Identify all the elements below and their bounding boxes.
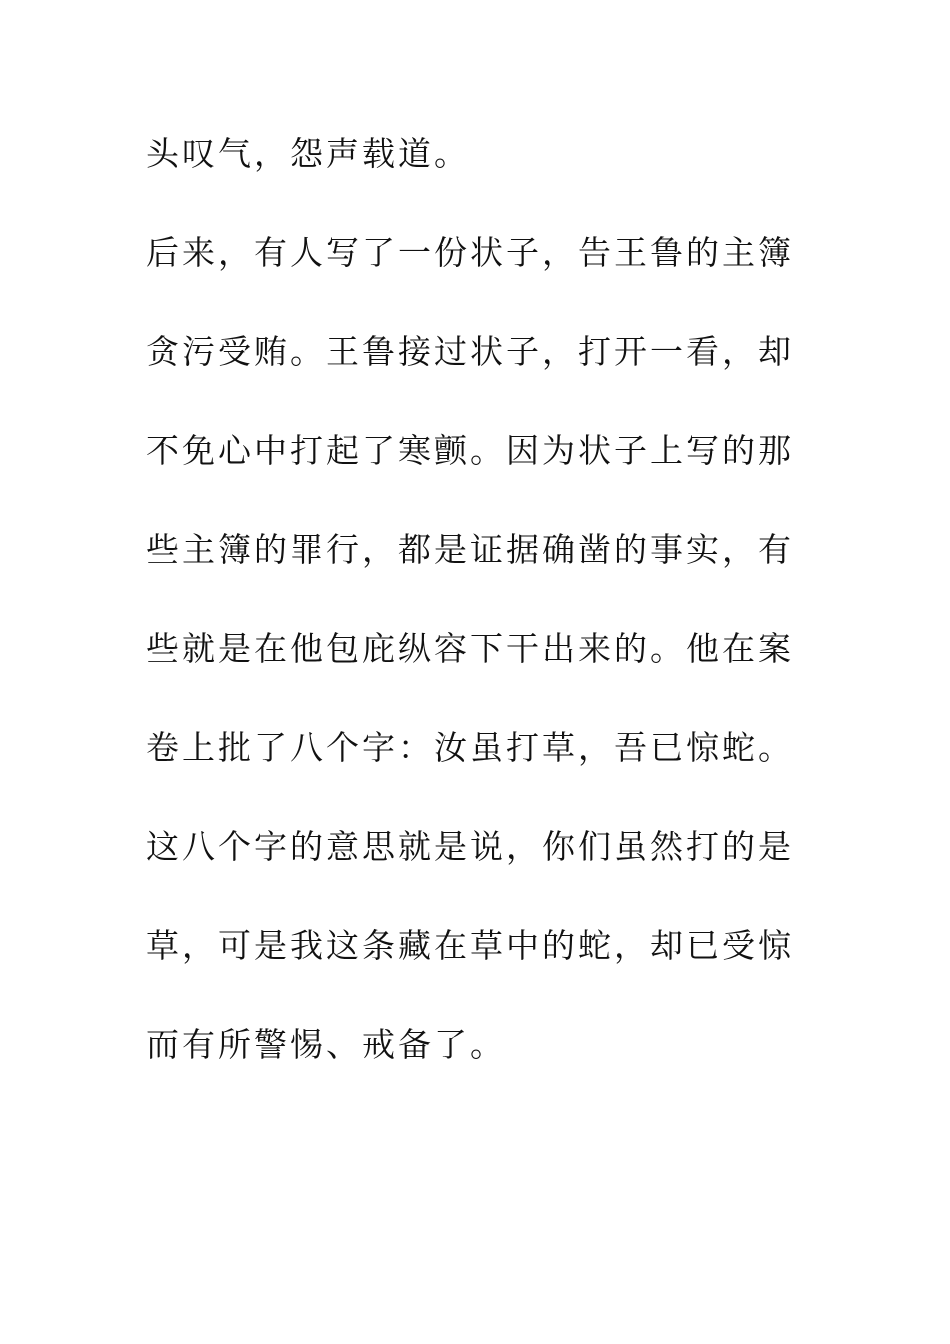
body-text (146, 124, 826, 1114)
text-line: 些主簿的罪行，都是证据确凿的事实，有 (146, 530, 794, 569)
text-line: 贪污受贿。王鲁接过状子，打开一看，却 (146, 332, 794, 371)
text-line: 些就是在他包庇纵容下干出来的。他在案 (146, 629, 794, 668)
text-line: 卷上批了八个字：汝虽打草，吾已惊蛇。 (146, 728, 794, 767)
text-line: 不免心中打起了寒颤。因为状子上写的那 (146, 431, 794, 470)
text-line: 草，可是我这条藏在草中的蛇，却已受惊 (146, 926, 794, 965)
text-line: 而有所警惕、戒备了。 (146, 1025, 506, 1064)
text-line: 头叹气，怨声载道。 (146, 134, 470, 173)
text-line: 后来，有人写了一份状子，告王鲁的主簿 (146, 233, 794, 272)
text-line: 这八个字的意思就是说，你们虽然打的是 (146, 827, 794, 866)
